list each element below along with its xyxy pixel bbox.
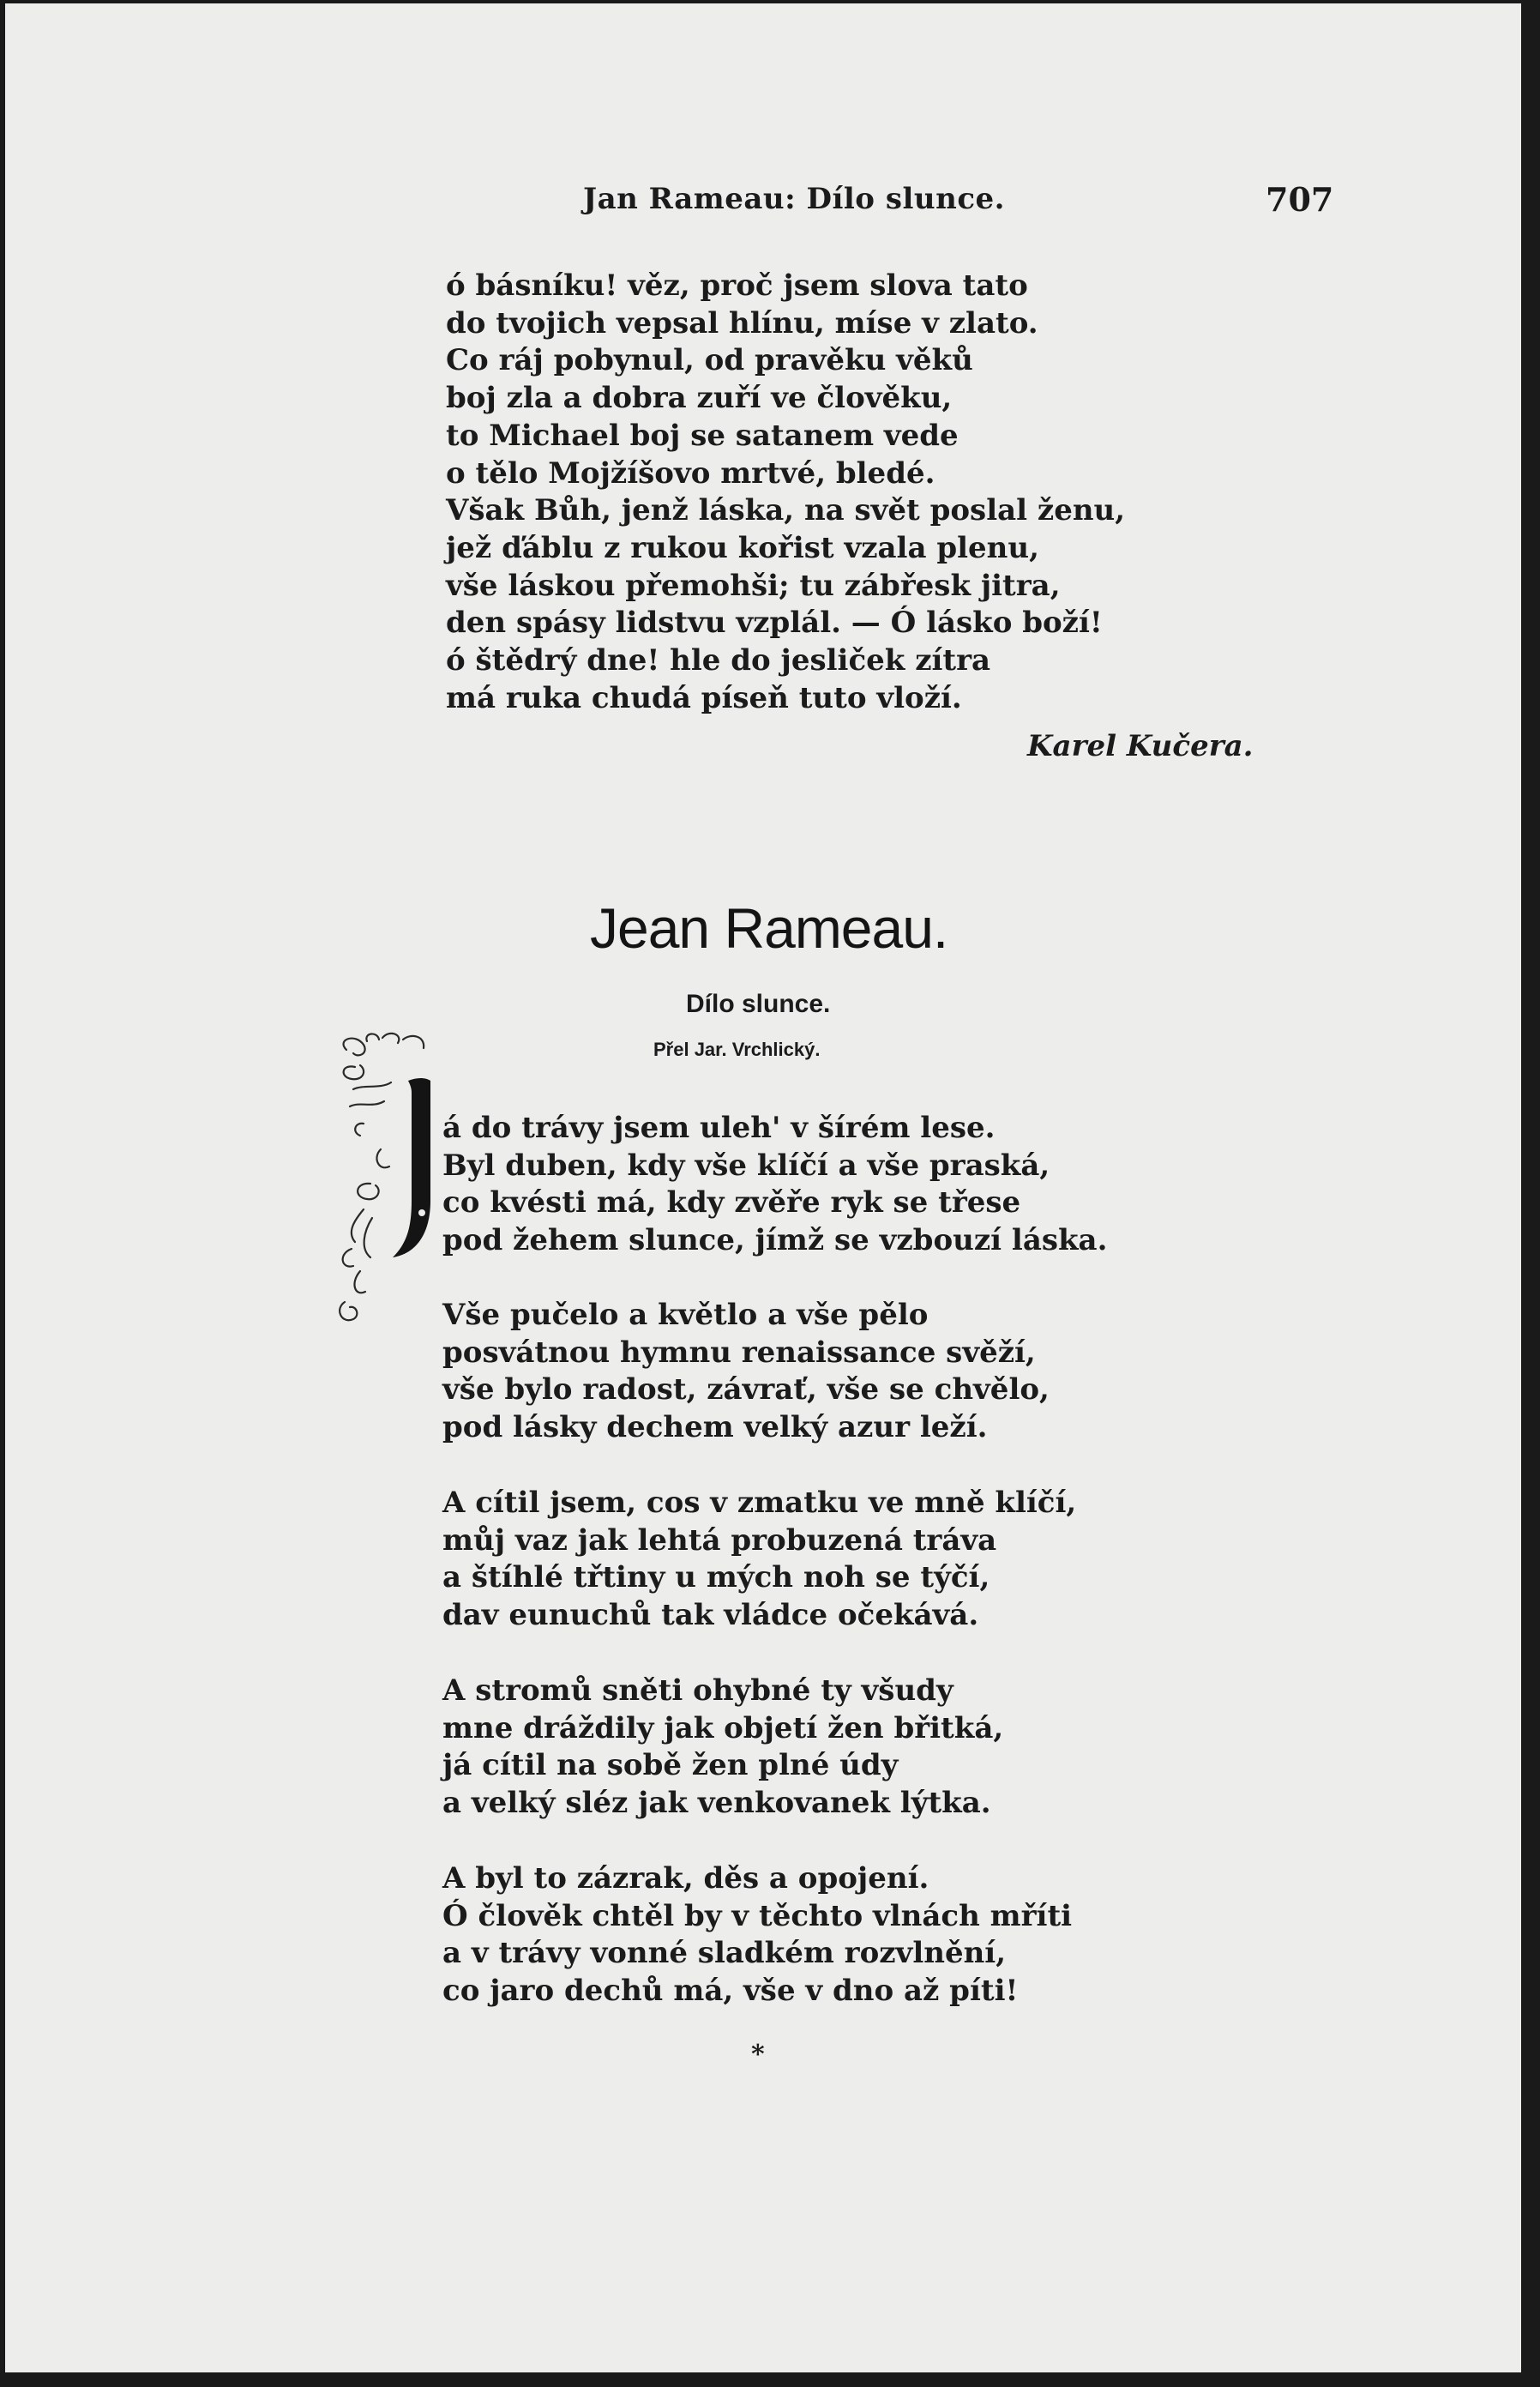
section-author-heading: Jean Rameau.	[590, 896, 948, 960]
verse-line: den spásy lidstvu vzplál. — Ó lásko boží!	[446, 606, 1103, 641]
verse-line: á do trávy jsem uleh' v šírém lese.	[442, 1111, 996, 1145]
verse-line: A stromů sněti ohybné ty všudy	[442, 1673, 953, 1708]
stanza	[442, 1860, 1072, 2010]
running-title: Jan Rameau: Dílo slunce.	[583, 182, 1005, 216]
verse-line: vše bylo radost, závrať, vše se chvělo,	[442, 1372, 1050, 1407]
verse-line: já cítil na sobě žen plné údy	[442, 1748, 899, 1783]
verse-line: A cítil jsem, cos v zmatku ve mně klíčí,	[442, 1486, 1077, 1520]
verse-line: o tělo Mojžíšovo mrtvé, bledé.	[446, 455, 935, 491]
stanza	[442, 1297, 1050, 1447]
verse-line: mne dráždily jak objetí žen břitká,	[442, 1710, 1004, 1745]
ornamental-dropcap-icon	[329, 1029, 458, 1347]
verse-line: a štíhlé třtiny u mých noh se týčí,	[442, 1560, 990, 1595]
stanza	[442, 1673, 1003, 1823]
verse-line: co jaro dechů má, vše v dno až píti!	[442, 1974, 1019, 2009]
verse-line: pod žehem slunce, jímž se vzbouzí láska.	[442, 1223, 1108, 1258]
verse-line: vše láskou přemohši; tu zábřesk jitra,	[446, 568, 1061, 603]
verse-line: dav eunuchů tak vládce očekává.	[442, 1598, 979, 1633]
stanza	[442, 1485, 1076, 1635]
poem-closing-verses	[446, 268, 1125, 717]
translator-credit: Přel Jar. Vrchlický.	[653, 1039, 821, 1060]
verse-line: Však Bůh, jenž láska, na svět poslal ženu,	[446, 493, 1126, 528]
stanza	[442, 1110, 1107, 1260]
verse-line: a v trávy vonné sladkém rozvlnění,	[442, 1936, 1007, 1971]
verse-line: Co ráj pobynul, od pravěku věků	[446, 343, 973, 378]
verse-line: co kvésti má, kdy zvěře ryk se třese	[442, 1185, 1021, 1221]
poem-signature: Karel Kučera.	[1027, 729, 1254, 763]
verse-line: má ruka chudá píseň tuto vloží.	[446, 680, 962, 715]
page-number: 707	[1266, 180, 1334, 219]
verse-line: můj vaz jak lehtá probuzená tráva	[442, 1522, 997, 1558]
book-page	[5, 3, 1521, 2372]
verse-line: ó štědrý dne! hle do jesliček zítra	[446, 643, 991, 678]
verse-line: A byl to zázrak, děs a opojení.	[442, 1861, 929, 1896]
verse-line: Byl duben, kdy vše klíčí a vše praská,	[442, 1148, 1050, 1183]
verse-line: posvátnou hymnu renaissance svěží,	[442, 1335, 1036, 1370]
verse-line: pod lásky dechem velký azur leží.	[442, 1410, 988, 1445]
verse-line: a velký sléz jak venkovanek lýtka.	[442, 1786, 991, 1821]
verse-line: boj zla a dobra zuří ve člověku,	[446, 381, 953, 416]
verse-line: Ó člověk chtěl by v těchto vlnách mříti	[442, 1898, 1073, 1933]
verse-line: to Michael boj se satanem vede	[446, 418, 959, 453]
verse-line: ó básníku! věz, proč jsem slova tato	[446, 268, 1028, 303]
poem-title: Dílo slunce.	[686, 990, 831, 1018]
verse-line: do tvojich vepsal hlínu, míse v zlato.	[446, 305, 1038, 341]
section-end-asterisk: *	[751, 2040, 765, 2070]
verse-line: jež ďáblu z rukou kořist vzala plenu,	[446, 530, 1039, 565]
verse-line: Vše pučelo a květlo a vše pělo	[442, 1298, 929, 1332]
